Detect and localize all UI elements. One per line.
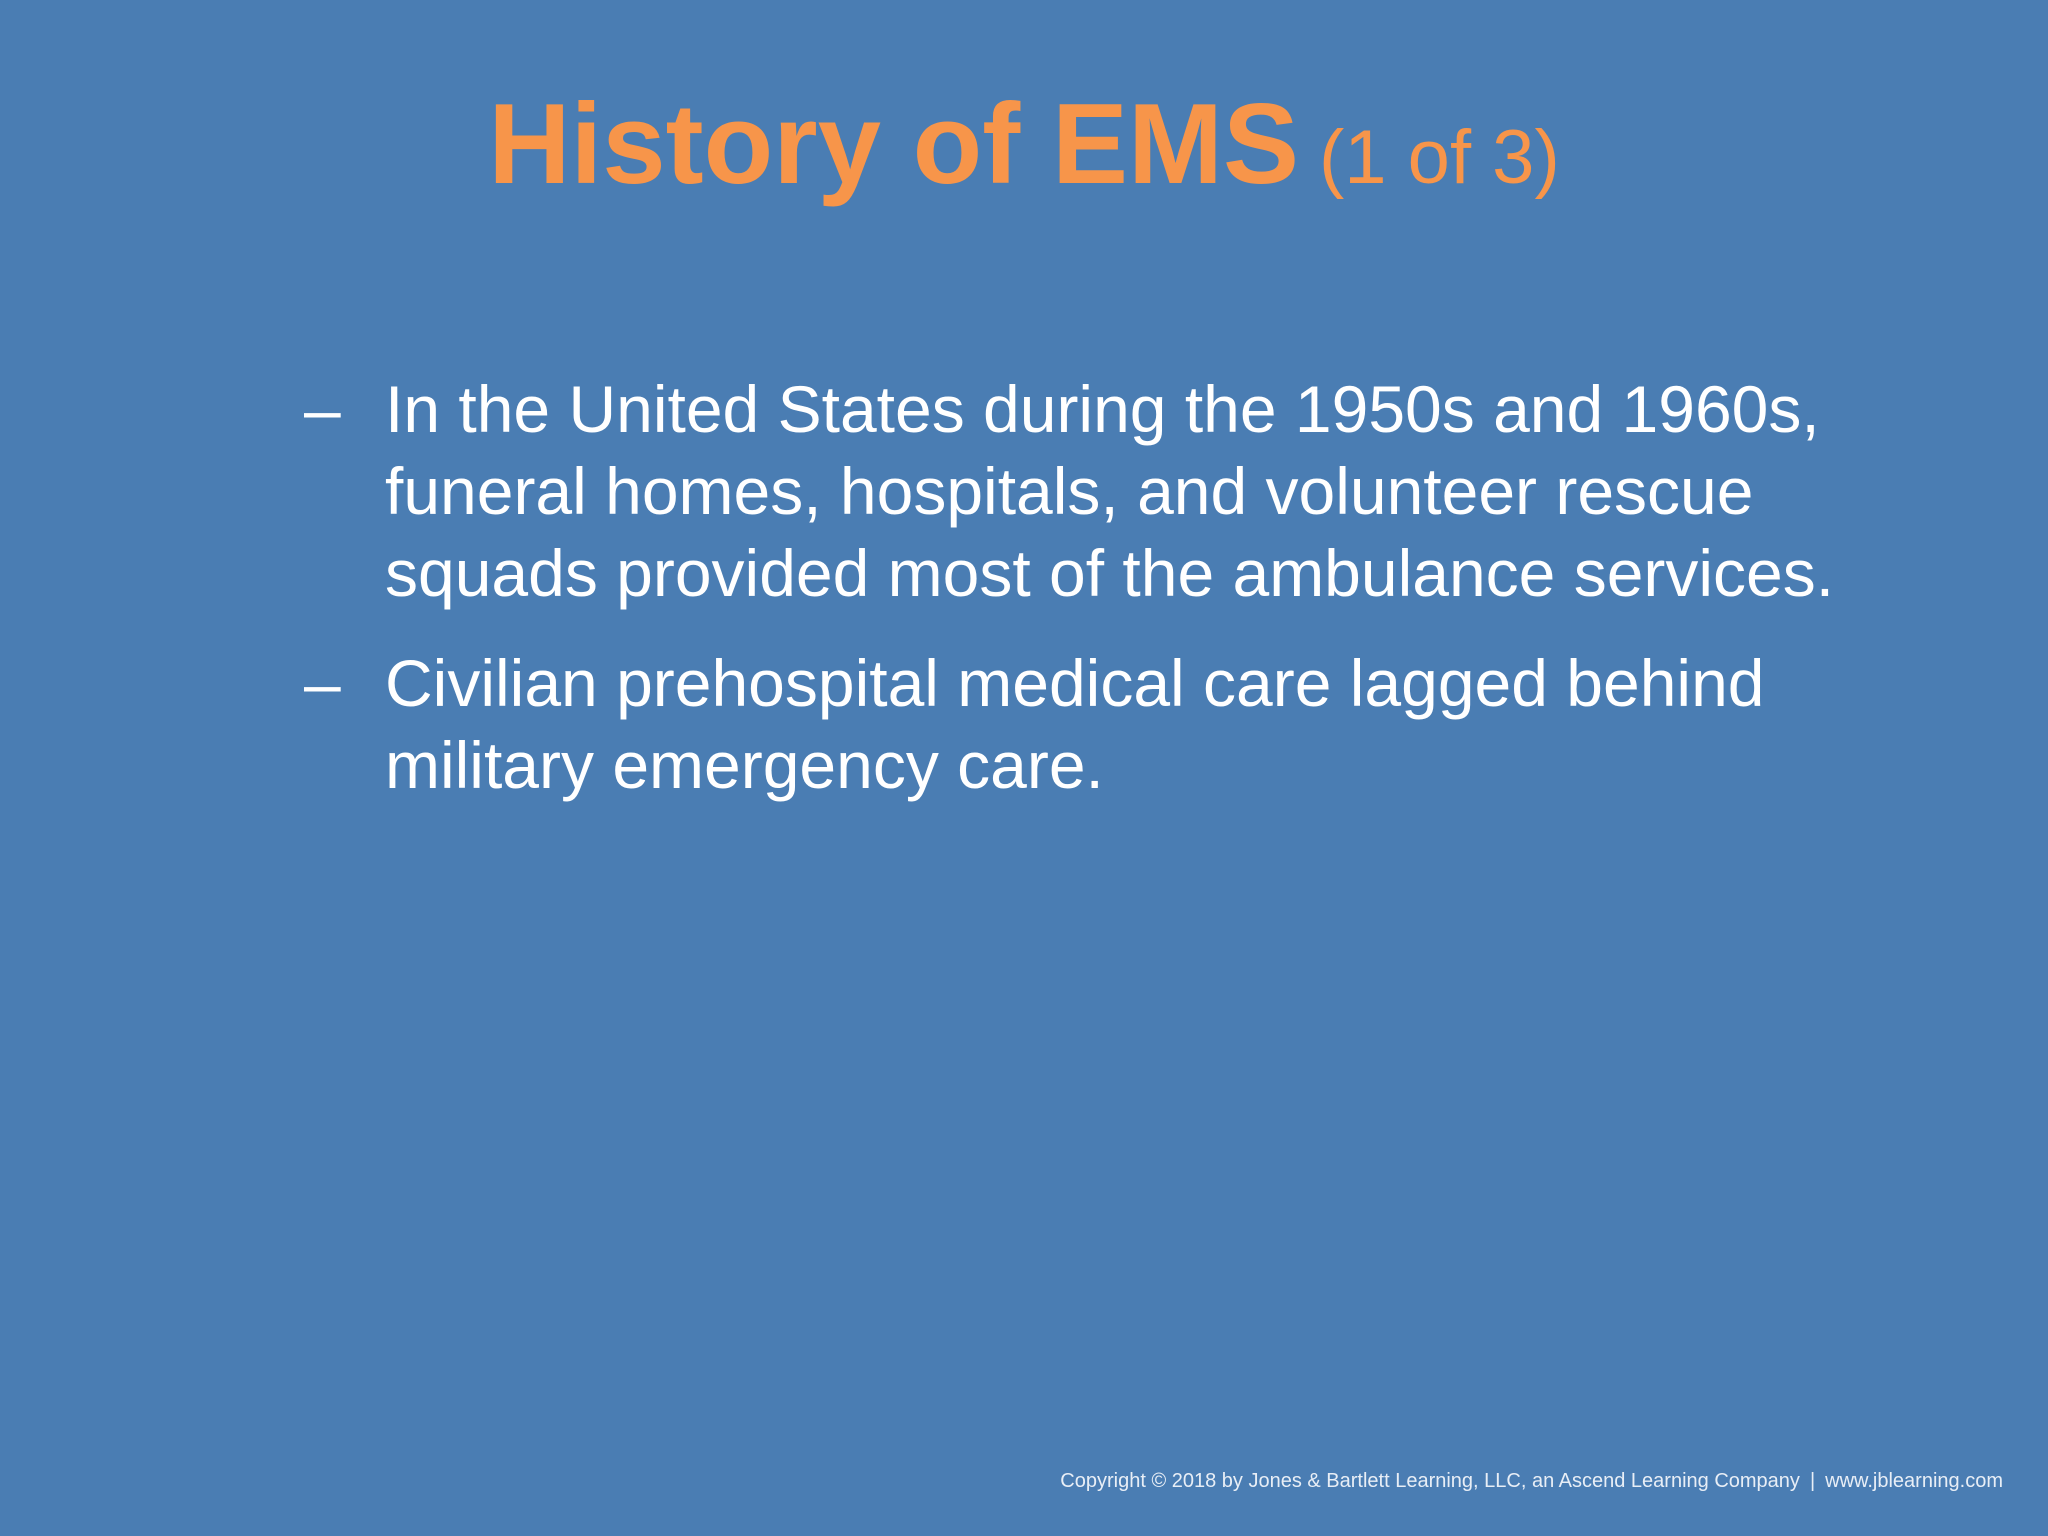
bullet-list bbox=[300, 368, 1860, 834]
bullet-marker: – bbox=[304, 372, 341, 446]
bullet-text: Civilian prehospital medical care lagged behind military emergency care. bbox=[385, 646, 1765, 802]
website-link[interactable]: www.jblearning.com bbox=[1825, 1470, 2003, 1492]
bullet-marker: – bbox=[304, 646, 341, 720]
bullet-text: In the United States during the 1950s and 1960s, funeral homes, hospitals, and volunteer rescue squads provided most of the ambulance services. bbox=[385, 372, 1835, 610]
copyright-text: Copyright © 2018 by Jones & Bartlett Learning, LLC, an Ascend Learning Company bbox=[1060, 1470, 1800, 1492]
footer-separator: | bbox=[1809, 1470, 1816, 1492]
bullet-item bbox=[300, 642, 1860, 806]
title-part-indicator: (1 of 3) bbox=[1318, 115, 1560, 200]
slide-title bbox=[0, 81, 2048, 208]
bullet-item bbox=[300, 368, 1860, 614]
copyright-footer bbox=[1060, 1470, 2003, 1493]
title-main: History of EMS bbox=[488, 81, 1299, 208]
